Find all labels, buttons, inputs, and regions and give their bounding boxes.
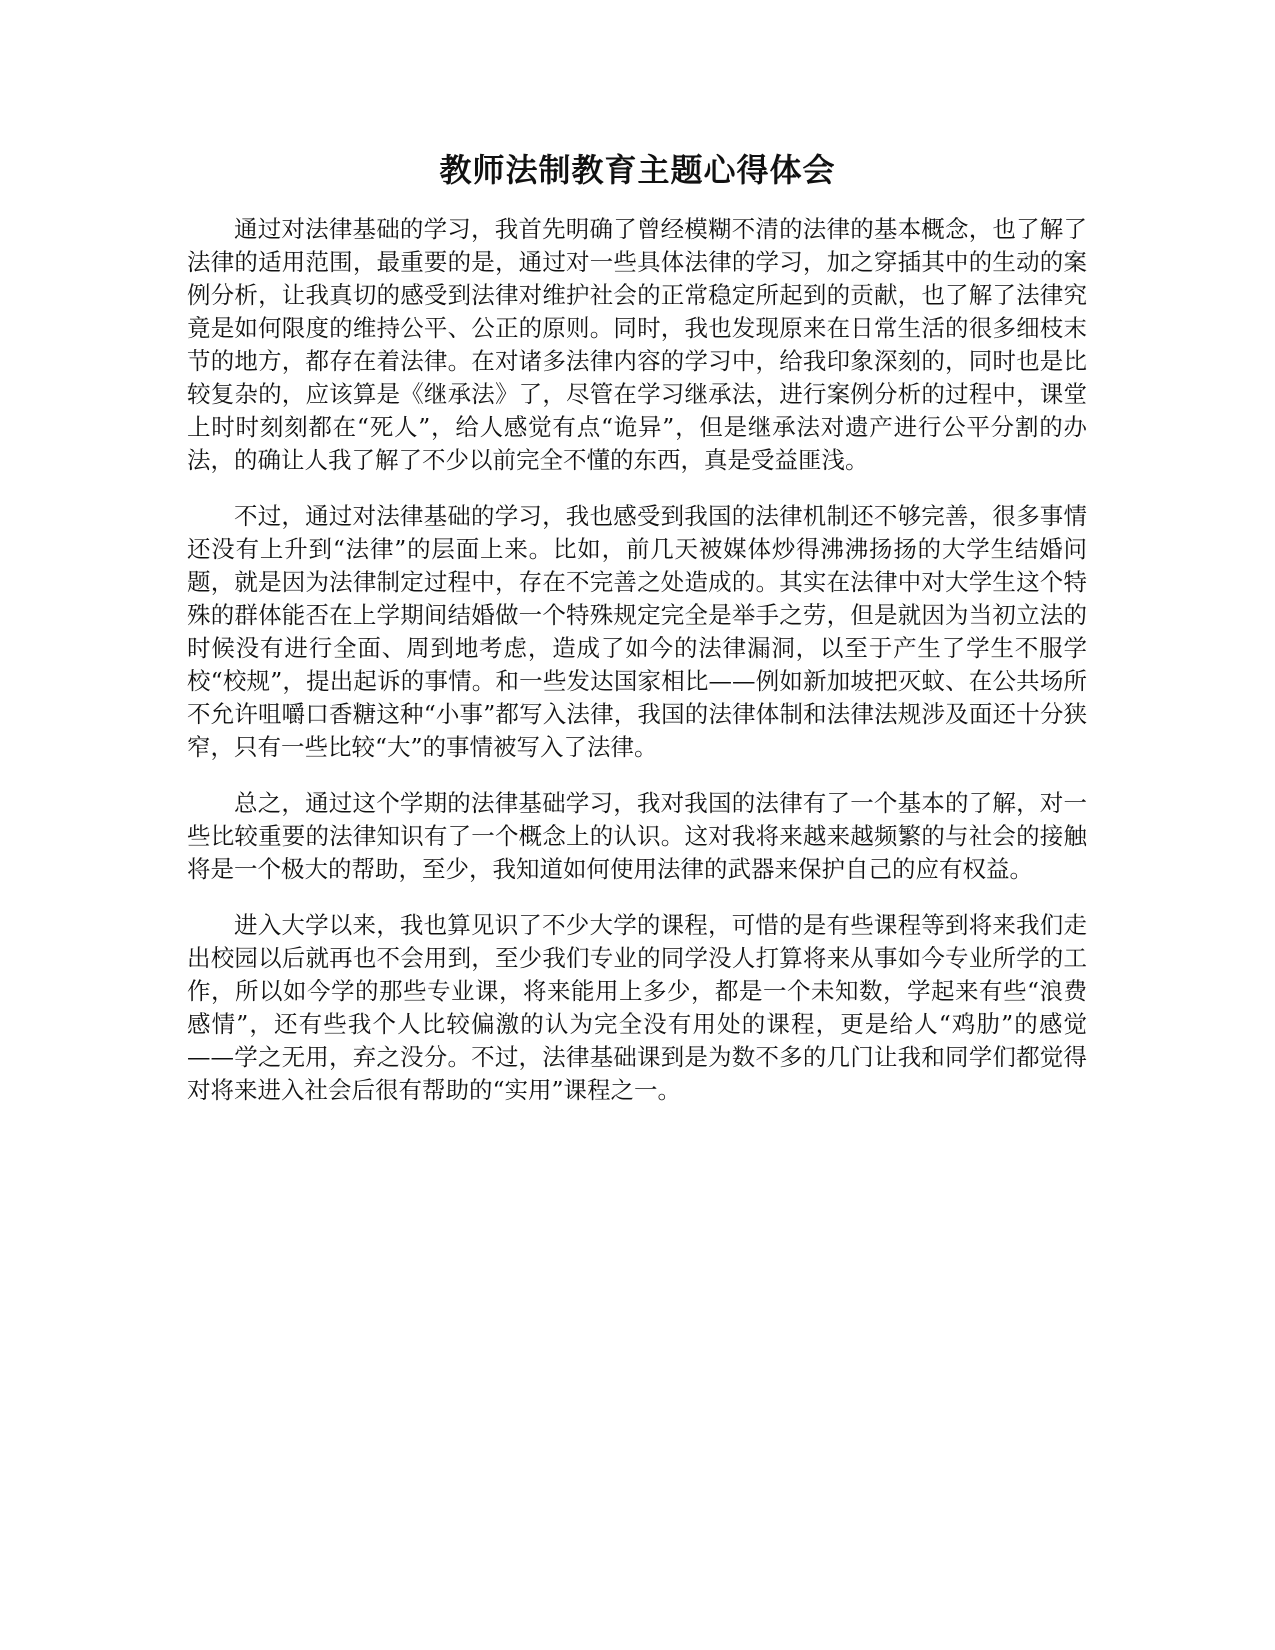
- paragraph-4: 进入大学以来，我也算见识了不少大学的课程，可惜的是有些课程等到将来我们走出校园以后就再也不会用到，至少我们专业的同学没人打算将来从事如今专业所学的工作，所以如今学的那些专业课，将来能用上多少，都是一个未知数，学起来有些“浪费感情”，还有些我个人比较偏激的认为完全没有用处的课程，更是给人“鸡肋”的感觉——学之无用，弃之没分。不过，法律基础课到是为数不多的几门让我和同学们都觉得对将来进入社会后很有帮助的“实用”课程之一。: [187, 911, 1087, 1104]
- paragraph-3: 总之，通过这个学期的法律基础学习，我对我国的法律有了一个基本的了解，对一些比较重要的法律知识有了一个概念上的认识。这对我将来越来越频繁的与社会的接触将是一个极大的帮助，至少，我知道如何使用法律的武器来保护自己的应有权益。: [187, 789, 1087, 883]
- paragraph-2: 不过，通过对法律基础的学习，我也感受到我国的法律机制还不够完善，很多事情还没有上升到“法律”的层面上来。比如，前几天被媒体炒得沸沸扬扬的大学生结婚问题，就是因为法律制定过程中，存在不完善之处造成的。其实在法律中对大学生这个特殊的群体能否在上学期间结婚做一个特殊规定完全是举手之劳，但是就因为当初立法的时候没有进行全面、周到地考虑，造成了如今的法律漏洞，以至于产生了学生不服学校“校规”，提出起诉的事情。和一些发达国家相比——例如新加坡把灭蚊、在公共场所不允许咀嚼口香糖这种“小事”都写入法律，我国的法律体制和法律法规涉及面还十分狭窄，只有一些比较“大”的事情被写入了法律。: [187, 502, 1087, 761]
- paragraph-1: 通过对法律基础的学习，我首先明确了曾经模糊不清的法律的基本概念，也了解了法律的适用范围，最重要的是，通过对一些具体法律的学习，加之穿插其中的生动的案例分析，让我真切的感受到法律对维护社会的正常稳定所起到的贡献，也了解了法律究竟是如何限度的维持公平、公正的原则。同时，我也发现原来在日常生活的很多细枝末节的地方，都存在着法律。在对诸多法律内容的学习中，给我印象深刻的，同时也是比较复杂的，应该算是《继承法》了，尽管在学习继承法，进行案例分析的过程中，课堂上时时刻刻都在“死人”，给人感觉有点“诡异”，但是继承法对遗产进行公平分割的办法，的确让人我了解了不少以前完全不懂的东西，真是受益匪浅。: [187, 215, 1087, 474]
- document-title: 教师法制教育主题心得体会: [439, 151, 836, 189]
- document-body: [187, 213, 1087, 1130]
